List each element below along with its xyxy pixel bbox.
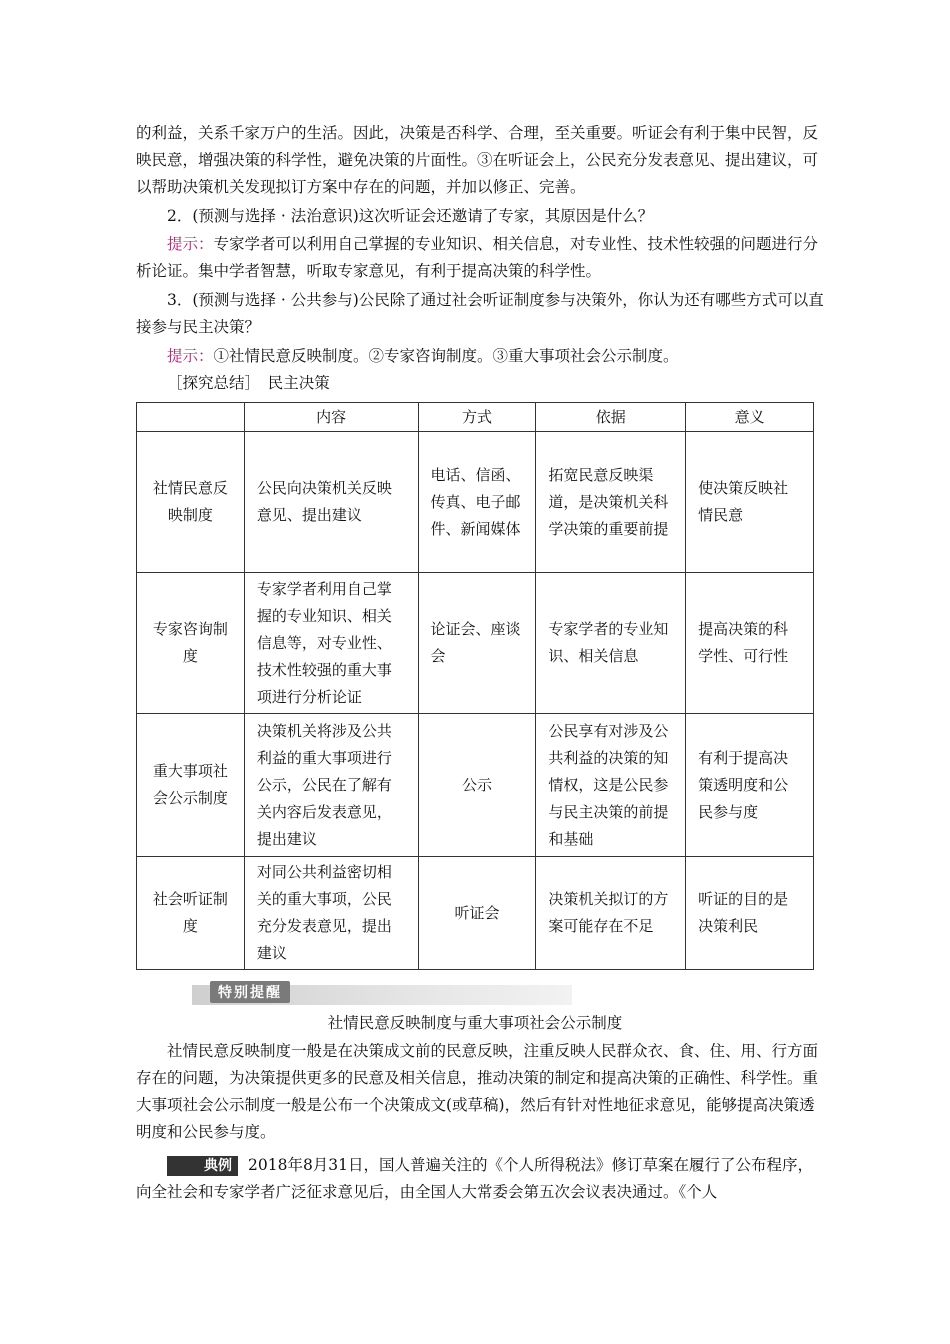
special-reminder-title: 社情民意反映制度与重大事项社会公示制度 [327, 1014, 623, 1032]
row-name-cell: 重大事项社会公示制度 [137, 714, 245, 857]
meaning-cell: 听证的目的是决策利民 [686, 857, 814, 970]
question-3: 3．(预测与选择 · 公共参与)公民除了通过社会听证制度参与决策外，你认为还有哪些方式可以直接参与民主决策？ [136, 291, 824, 336]
table-row [137, 714, 814, 857]
content-cell: 公民向决策机关反映意见、提出建议 [244, 432, 418, 573]
example-text: 2018年8月31日，国人普遍关注的《个人所得税法》修订草案在履行了公布程序，向全社会和专家学者广泛征求意见后，由全国人大常委会第五次会议表决通过。《个人 [136, 1156, 814, 1201]
hint-label: 提示： [167, 235, 214, 253]
basis-cell: 决策机关拟订的方案可能存在不足 [536, 857, 686, 970]
basis-cell: 公民享有对涉及公共利益的决策的知情权，这是公民参与民主决策的前提和基础 [536, 714, 686, 857]
content-cell: 专家学者利用自己掌握的专业知识、相关信息等，对专业性、技术性较强的重大事项进行分析论证 [244, 573, 418, 714]
question-2: 2．(预测与选择 · 法治意识)这次听证会还邀请了专家，其原因是什么？ [167, 207, 654, 225]
basis-cell: 拓宽民意反映渠道，是决策机关科学决策的重要前提 [536, 432, 686, 573]
table-header-cell: 依据 [536, 403, 686, 432]
table-row [137, 857, 814, 970]
special-reminder-body: 社情民意反映制度一般是在决策成文前的民意反映，注重反映人民群众衣、食、住、用、行方面存在的问题，为决策提供更多的民意及相关信息，推动决策的制定和提高决策的正确性、科学性。重大事项社会公示制度一般是公布一个决策成文(或草稿)，然后有针对性地征求意见，能够提高决策透明度和公民参与度。 [136, 1042, 819, 1141]
table-header-row [137, 403, 814, 432]
special-reminder-tag: 特别提醒 [210, 981, 290, 1003]
intro-paragraph: 的利益，关系千家万户的生活。因此，决策是否科学、合理，至关重要。听证会有利于集中民智，反映民意，增强决策的科学性，避免决策的片面性。③在听证会上，公民充分发表意见、提出建议，可以帮助决策机关发现拟订方案中存在的问题，并加以修正、完善。 [136, 124, 819, 196]
row-name-cell: 社情民意反映制度 [137, 432, 245, 573]
row-name-cell: 专家咨询制度 [137, 573, 245, 714]
answer-3-text: ①社情民意反映制度。②专家咨询制度。③重大事项社会公示制度。 [213, 347, 679, 365]
method-cell: 公示 [418, 714, 536, 857]
democratic-decision-table [136, 402, 814, 970]
method-cell: 听证会 [418, 857, 536, 970]
table-header-cell [137, 403, 245, 432]
row-name-cell: 社会听证制度 [137, 857, 245, 970]
answer-2 [136, 231, 826, 285]
meaning-cell: 有利于提高决策透明度和公民参与度 [686, 714, 814, 857]
content-cell: 对同公共利益密切相关的重大事项，公民充分发表意见，提出建议 [244, 857, 418, 970]
answer-2-text: 专家学者可以利用自己掌握的专业知识、相关信息，对专业性、技术性较强的问题进行分析论证。集中学者智慧，听取专家意见，有利于提高决策的科学性。 [136, 235, 819, 280]
example-paragraph [136, 1152, 826, 1206]
table-header-cell: 内容 [244, 403, 418, 432]
summary-title: ［探究总结］ 民主决策 [167, 374, 330, 392]
table-header-cell: 方式 [418, 403, 536, 432]
example-tag: 典例 [167, 1156, 238, 1176]
table-row [137, 432, 814, 573]
table-header-cell: 意义 [686, 403, 814, 432]
hint-label: 提示： [167, 347, 214, 365]
table-row [137, 573, 814, 714]
meaning-cell: 使决策反映社情民意 [686, 432, 814, 573]
method-cell: 电话、信函、传真、电子邮件、新闻媒体 [418, 432, 536, 573]
basis-cell: 专家学者的专业知识、相关信息 [536, 573, 686, 714]
method-cell: 论证会、座谈会 [418, 573, 536, 714]
answer-3 [136, 343, 826, 370]
content-cell: 决策机关将涉及公共利益的重大事项进行公示，公民在了解有关内容后发表意见，提出建议 [244, 714, 418, 857]
meaning-cell: 提高决策的科学性、可行性 [686, 573, 814, 714]
